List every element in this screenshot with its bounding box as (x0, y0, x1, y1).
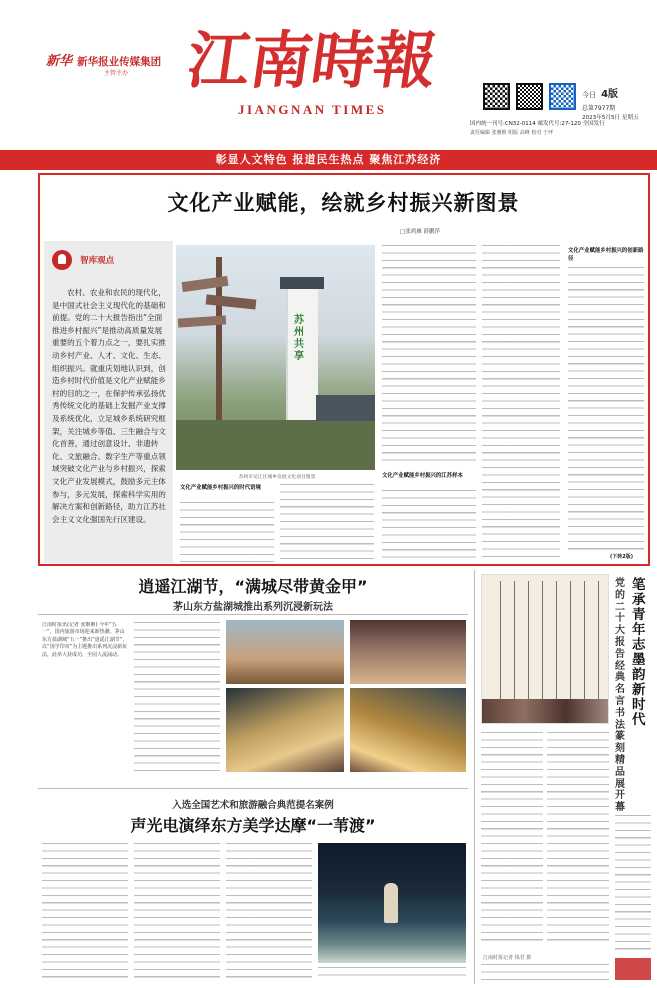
story2-photo-3 (226, 688, 344, 772)
tower-cap (280, 277, 324, 289)
paper-title: 江南時報 (182, 24, 442, 97)
group-sub: 主管主办 (104, 70, 129, 77)
story3-headline: 声光电演绎东方美学达摩“一苇渡” (130, 816, 376, 835)
intro-box (44, 241, 173, 563)
story2-subhead: 茅山东方盐湖城推出系列沉浸新玩法 (173, 602, 333, 613)
sidebar-title-b: 党的二十大报告经典名言书法篆刻精品展开幕 (615, 578, 625, 814)
lead-col-2-text (280, 484, 374, 562)
issue-info (582, 82, 652, 122)
sidebar (474, 570, 654, 984)
story3-photo-figure (384, 883, 398, 923)
lead-col-3-text (382, 245, 476, 467)
lead-subhead-3: 文化产业赋能乡村振兴的创新路径 (568, 248, 644, 262)
story3-col-1 (42, 843, 128, 981)
sidebar-photo (481, 574, 609, 724)
tower-sign: 苏州共享 (294, 315, 304, 362)
qr-code-2[interactable] (516, 83, 543, 110)
lead-story-frame (38, 173, 650, 566)
column-tag (52, 249, 162, 277)
editor-line: 责任编辑 张雅维 组版 高峰 校对 于坪 (470, 130, 553, 136)
story3-col-2 (134, 843, 220, 981)
intro-text: 农村、农业和农民的现代化，是中国式社会主义现代化的基础和前提。党的二十大报告指出“全面推进乡村振兴”是推动高质量发展重要的五个着力点之一，要扎实推动乡村产业、人才、文化、生态、组织振兴。就重庆划地认识到，创造乡村时代价值是文化产业赋能乡村的目的之一，在保护传承弘扬优秀传统文化的基础上发掘产业支撑及系统优化，立足城乡系统研究框架，关注城乡等值、三生融合与文化首善，通过创意设计、非遗转化、文旅融合、数字生产等重点领域突破文化产业与乡村振兴，探索文化产业发展模式，鼓励多元主体参与，多元发展，探索科学实用的解决方案和创新路径，助力江苏社会主义文化强国先行区建设。 (52, 288, 166, 524)
issue-label: 今日 (582, 91, 596, 99)
story2-headline: 逍遥江湖节，“满城尽带黄金甲” (138, 577, 368, 596)
group-logo-mark: 新华 (46, 54, 73, 69)
lead-subhead-1: 文化产业赋能乡村振兴的时代语境 (180, 485, 261, 491)
qr-code-3[interactable] (549, 83, 576, 110)
sidebar-title-a: 笔承青年志 墨韵新时代 (632, 577, 646, 728)
lead-continued[interactable]: (下转2版) (610, 554, 634, 560)
issue-no: 总第7977期 (582, 105, 616, 112)
calligraphy-scroll (492, 581, 600, 701)
masthead (0, 0, 657, 166)
group-name: 新华报业传媒集团 (77, 56, 162, 68)
paper-title-en: JIANGNAN TIMES (238, 102, 387, 117)
lead-col-3b-text (382, 490, 476, 562)
sidebar-col-3 (615, 815, 651, 955)
issue-date: 2023年5月5日 星期五 (582, 115, 639, 121)
sidebar-col-2 (547, 732, 609, 942)
lead-headline: 文化产业赋能，绘就乡村振兴新图景 (167, 191, 520, 215)
story3-kicker: 入选全国艺术和旅游融合典范提名案例 (172, 800, 334, 811)
story2-photo-2 (350, 620, 466, 684)
story2 (38, 570, 468, 785)
lead-col-1-text (180, 502, 274, 562)
sidebar-footer-label: 江南时报记者 钱君 摄 (483, 955, 532, 961)
lead-photo (176, 245, 375, 470)
story3 (38, 788, 468, 984)
wall-roof (316, 395, 375, 421)
lead-subhead-2: 文化产业赋能乡村振兴的江苏样本 (382, 473, 463, 479)
column-tag-label: 智库观点 (80, 255, 115, 266)
qr-code-1[interactable] (483, 83, 510, 110)
issue-pages: 4版 (601, 89, 619, 100)
lead-col-5-text (568, 267, 644, 554)
lead-byline: □张鸿雁 薛鹏萍 (400, 229, 440, 235)
slogan-text: 彰显人文特色 报道民生热点 聚焦江苏经济 (215, 153, 442, 166)
sidebar-col-1 (481, 732, 543, 942)
wall (176, 420, 375, 470)
sidebar-col-4 (481, 964, 609, 982)
story2-photo-4 (350, 688, 466, 772)
calligraphy-people (482, 699, 608, 723)
sidebar-small-photo (615, 958, 651, 980)
story3-col-3 (226, 843, 312, 981)
story2-photo-1 (226, 620, 344, 684)
cn-line: 国内统一刊号:CN32-0114 邮发代号:27-120 全国发行 (470, 121, 605, 127)
tag-icon (52, 250, 72, 270)
story3-photo (318, 843, 466, 963)
story3-col-4 (318, 967, 466, 981)
photo-caption: 苏州市吴江区城乡发展文化项目图景 (238, 475, 316, 480)
story2-divider (38, 614, 468, 615)
signpost-board-2 (206, 294, 257, 309)
slogan-bar (0, 150, 657, 170)
story2-dateline: 江南时报讯(记者 张姬姬) 今年“五一”，国内旅游市场迎来新热潮。茅山东方盐湖城“五一”推出“逍遥江湖节”，以“国学印章”为主题推出系列沉浸新玩法，此举大获成功，全园人流涌动。 (42, 622, 128, 658)
story2-col-2 (134, 622, 220, 772)
lead-col-4-text (482, 245, 560, 562)
